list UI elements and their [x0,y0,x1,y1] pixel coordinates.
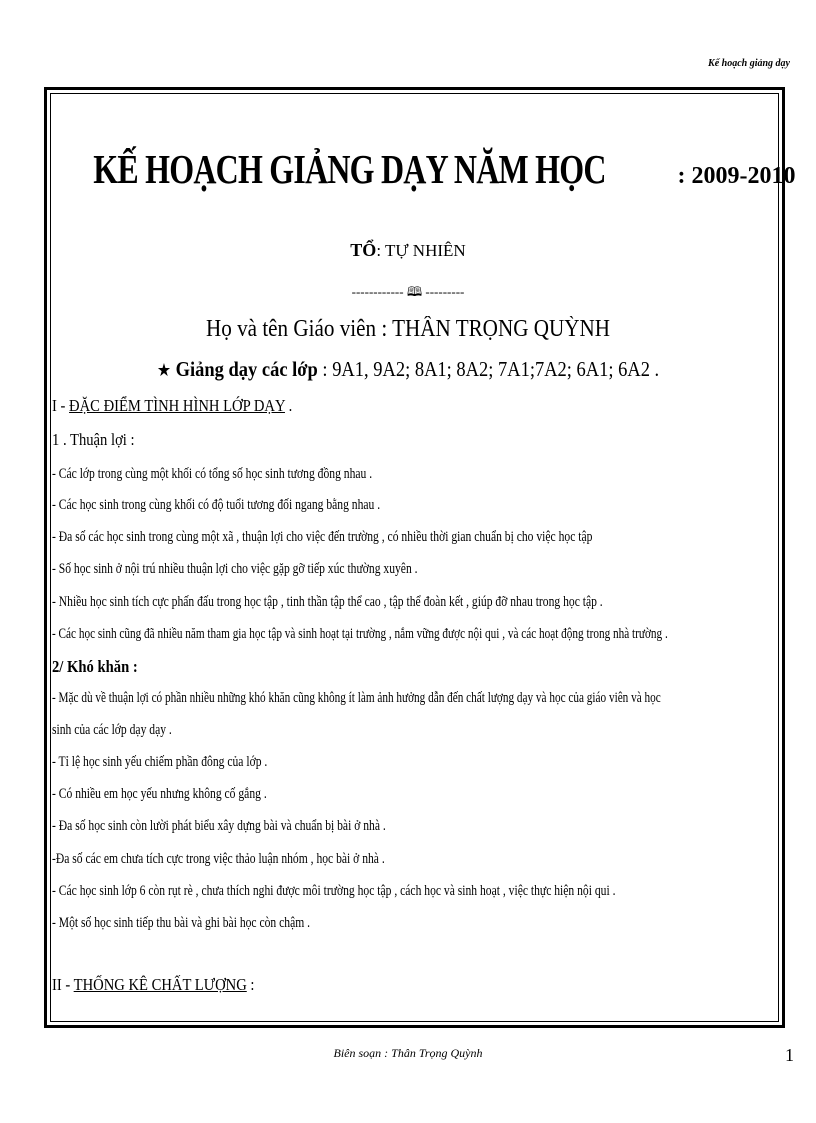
classes-label: Giảng dạy các lớp [175,357,318,381]
page-number: 1 [785,1045,794,1065]
kho-khan-item: -Đa số các em chưa tích cực trong việc thảo luận nhóm , học bài ở nhà . [52,851,385,867]
title-year: : 2009-2010 [677,163,796,189]
thuan-loi-heading [52,430,684,450]
group-value: : TỰ NHIÊN [376,241,466,260]
kho-khan-item: - Các học sinh lớp 6 còn rụt rè , chưa thích nghi được môi trường học tập , cách học và sinh hoạt , việc thực hiện nội qui . [52,883,616,899]
teacher-line: Họ và tên Giáo viên : THÂN TRỌNG QUỲNH [206,316,610,342]
section-2-heading [52,975,684,995]
classes-line [49,357,767,382]
thuan-loi-item: - Nhiều học sinh tích cực phấn đấu trong học tập , tinh thần tập thể cao , tập thể đoàn kết , giúp đỡ nhau trong học tập . [52,594,603,610]
thuan-loi-item: - Các học sinh cũng đã nhiều năm tham gia học tập và sinh hoạt tại trường , nắm vững được nội qui , và các hoạt động trong nhà trường . [52,626,668,642]
thuan-loi-item: - Các học sinh trong cùng khối có độ tuổi tương đối ngang bằng nhau . [52,497,381,513]
title-main: KẾ HOẠCH GIẢNG DẠY NĂM HỌC [92,146,606,192]
header-note: Kế hoạch giảng dạy [708,58,790,69]
kho-khan-item: - Mặc dù về thuận lợi có phần nhiều những khó khăn cũng không ít làm ảnh hưởng dẫn đến chất lượng dạy và học của giáo viên và học [52,690,661,706]
kho-khan-item: - Có nhiều em học yếu nhưng không cố gắng . [52,786,267,802]
kho-khan-item: - Tỉ lệ học sinh yếu chiếm phần đông của lớp . [52,754,268,770]
footer-author: Biên soạn : Thân Trọng Quỳnh [333,1046,483,1060]
section-1-heading [52,396,684,416]
section-1-prefix: I - [52,396,70,415]
divider: ------------ 🕮 --------- [351,284,465,299]
thuan-loi-item: - Đa số các học sinh trong cùng một xã , thuận lợi cho việc đến trường , có nhiều thời gian chuẩn bị cho việc học tập [52,529,593,545]
star-icon: ★ [156,360,172,380]
section-2-prefix: II - [52,975,74,994]
section-2-suffix: : [246,975,255,994]
classes-value: : 9A1, 9A2; 8A1; 8A2; 7A1;7A2; 6A1; 6A2 . [322,357,660,381]
kho-khan-item: - Đa số học sinh còn lười phát biểu xây dựng bài và chuẩn bị bài ở nhà . [52,818,386,834]
kho-khan-item: sinh của các lớp dạy dạy . [52,722,172,738]
kho-khan-item: - Một số học sinh tiếp thu bài và ghi bài học còn chậm . [52,915,311,931]
section-1-title: ĐẶC ĐIỂM TÌNH HÌNH LỚP DẠY [69,396,285,415]
group-label: TỔ [350,240,377,260]
thuan-loi-item: - Các lớp trong cùng một khối có tổng số học sinh tương đồng nhau . [52,466,373,482]
kho-khan-heading [52,657,684,677]
kho-khan-label: 2/ Khó khăn : [52,657,138,676]
section-2-title: THỐNG KÊ CHẤT LƯỢNG [73,975,247,994]
document-title [0,145,816,193]
thuan-loi-label: 1 . Thuận lợi : [52,430,135,449]
thuan-loi-item: - Số học sinh ở nội trú nhiều thuận lợi cho việc gặp gỡ tiếp xúc thường xuyên . [52,561,418,577]
group-line [0,240,816,261]
section-1-suffix: . [284,396,293,415]
